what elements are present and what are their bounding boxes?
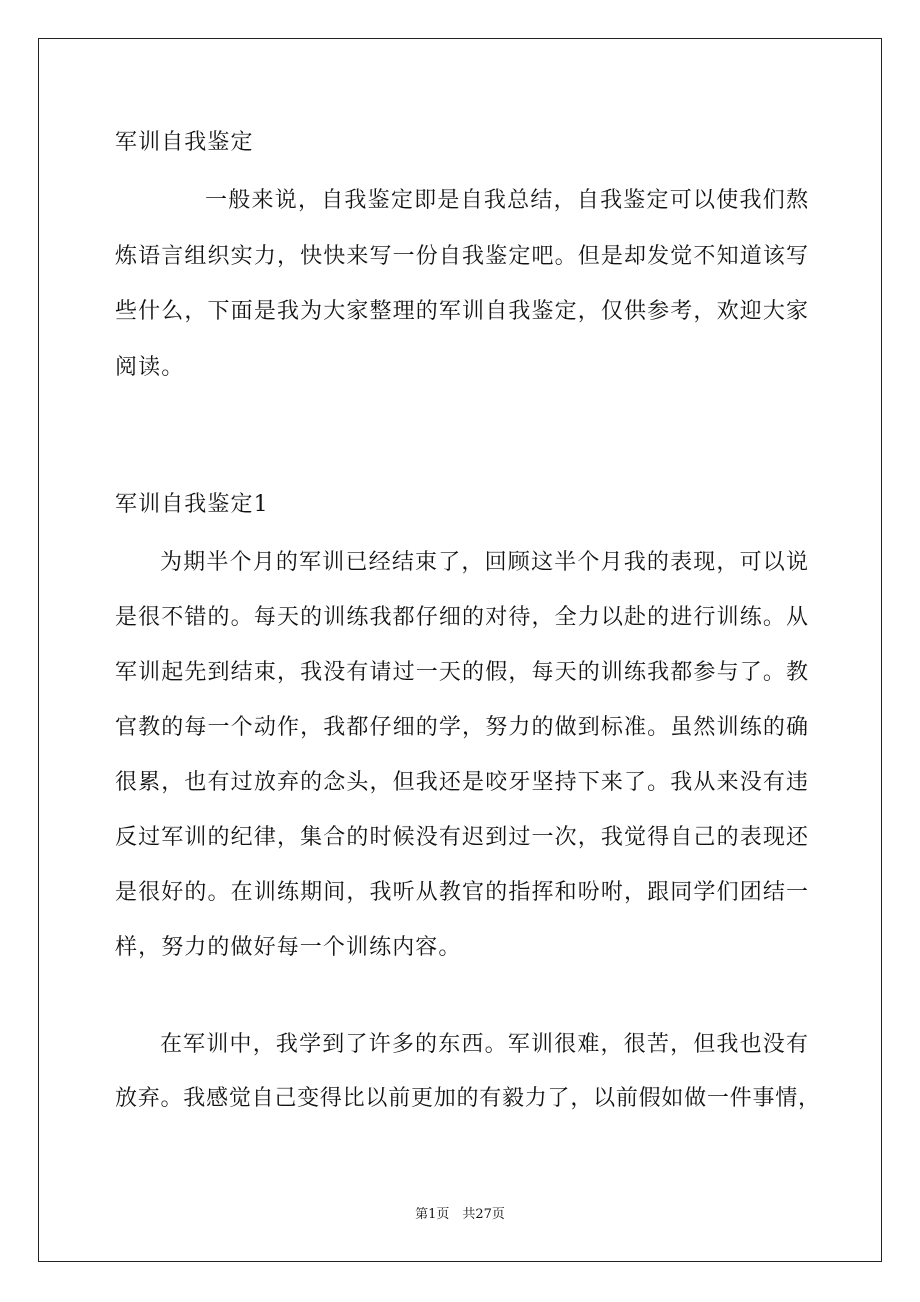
section-heading: 军训自我鉴定1 [115,492,269,517]
intro-line: 些什么，下面是我为大家整理的军训自我鉴定，仅供参考，欢迎大家 [115,299,808,324]
paragraph-line: 是很不错的。每天的训练我都仔细的对待，全力以赴的进行训练。从 [115,605,808,630]
paragraph-line: 是很好的。在训练期间，我听从教官的指挥和吩咐，跟同学们团结一 [115,880,808,905]
paragraph-line: 在军训中，我学到了许多的东西。军训很难，很苦，但我也没有 [160,1032,808,1057]
paragraph-line: 官教的每一个动作，我都仔细的学，努力的做到标准。虽然训练的确 [115,715,808,740]
document-title: 军训自我鉴定 [115,130,254,155]
intro-line: 炼语言组织实力，快快来写一份自我鉴定吧。但是却发觉不知道该写 [115,244,808,269]
paragraph-line: 很累，也有过放弃的念头，但我还是咬牙坚持下来了。我从来没有违 [115,770,808,795]
paragraph-line: 为期半个月的军训已经结束了，回顾这半个月我的表现，可以说 [160,550,808,575]
paragraph-line: 样，努力的做好每一个训练内容。 [115,935,462,960]
intro-line: 一般来说，自我鉴定即是自我总结，自我鉴定可以使我们熬 [205,188,808,213]
page-number: 第1页 共27页 [415,1207,505,1222]
paragraph-line: 放弃。我感觉自己变得比以前更加的有毅力了，以前假如做一件事情， [115,1086,820,1111]
page-border [38,38,882,1262]
intro-line: 阅读。 [115,355,185,380]
paragraph-line: 反过军训的纪律，集合的时候没有迟到过一次，我觉得自己的表现还 [115,825,808,850]
paragraph-line: 军训起先到结束，我没有请过一天的假，每天的训练我都参与了。教 [115,660,808,685]
